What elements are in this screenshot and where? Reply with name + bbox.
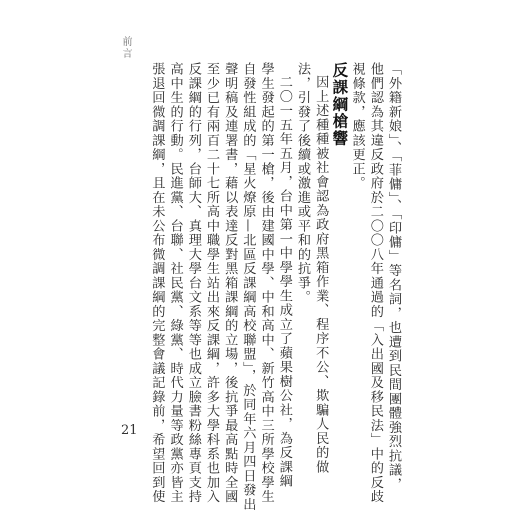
- text-column: 他們認為其違反政府於二〇〇八年通過的「入出國及移民法」中的反歧: [367, 62, 383, 504]
- page-number: 21: [121, 423, 138, 438]
- text-column: 反課綱的行列，台師大、真理大學台文系等等也成立臉書粉絲專頁支持: [185, 62, 201, 504]
- text-column: 張退回微調課綱，且在未公布微調課綱的完整會議記錄前，希望回到使: [149, 62, 165, 504]
- text-column: 聲明稿及連署書，藉以表達反對黑箱課綱的立場，後抗爭最高點時全國: [222, 62, 238, 504]
- running-header: 前言: [120, 36, 131, 60]
- text-column: 視條款，應該更正。: [349, 62, 365, 191]
- text-column: 至少已有兩百二十七所高中職學生站出來反課綱，許多大學科系也加入: [204, 62, 219, 504]
- text-column: 自發性組成的「星火燎原—北區反課綱高校聯盟」，於同年六月四日發出: [240, 62, 256, 511]
- text-column: 高中生的行動。民進黨、台聯、社民黨、綠黨、時代力量等政黨亦皆主: [167, 62, 183, 504]
- text-column: 法，引發了後續或激進或平和的抗爭。: [295, 62, 310, 305]
- text-column: 二〇一五年五月，台中第一中學學生成立了蘋果樹公社，為反課綱: [276, 75, 292, 489]
- text-column: 因上述種種被社會認為政府黑箱作業、程序不公、欺騙人民的做: [313, 75, 329, 474]
- vertical-text-body: [149, 62, 401, 511]
- text-column: 學生發起的第一槍，後由建國中學、中和高中、新竹高中三所學校學生: [258, 62, 274, 504]
- section-heading: 反課綱槍響: [330, 62, 350, 147]
- text-column: 「外籍新娘」、「菲傭」、「印傭」等名詞，也遭到民間團體強烈抗議，: [386, 62, 401, 492]
